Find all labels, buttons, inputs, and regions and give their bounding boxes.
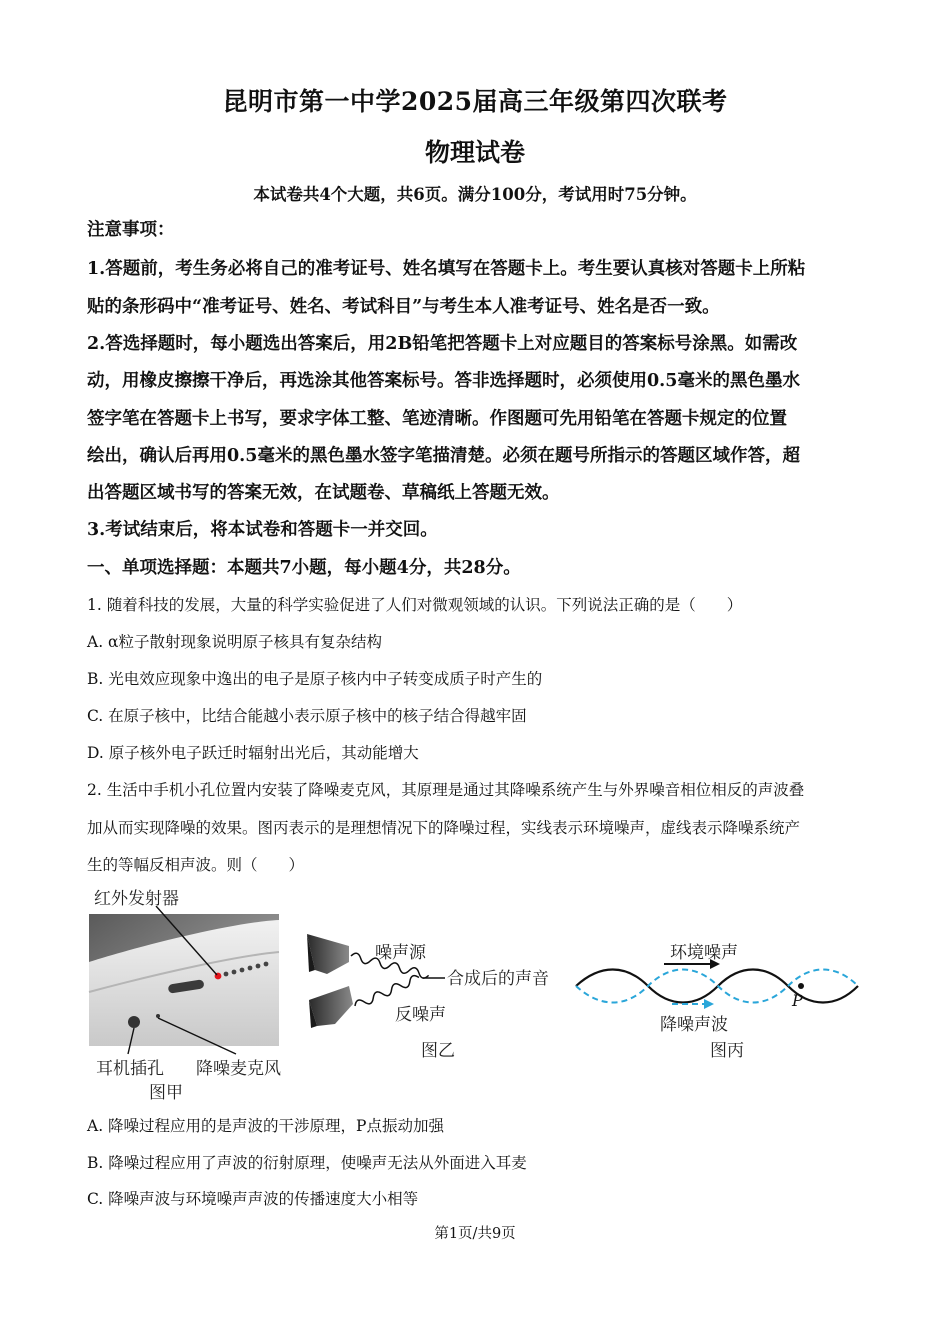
headphone-jack	[128, 1016, 140, 1028]
figure-jia	[86, 882, 301, 1104]
option-a: A. 降噪过程应用的是声波的干涉原理，P点振动加强	[87, 1117, 444, 1135]
notice-line: 3.考试结束后，将本试卷和答题卡一并交回。	[87, 520, 438, 540]
notice-line: 动，用橡皮擦擦干净后，再选涂其他答案标号。答非选择题时，必须使用0.5毫米的黑色墨水	[87, 371, 800, 391]
figure-caption: 图乙	[421, 1041, 455, 1061]
notice-line: 1.答题前，考生务必将自己的准考证号、姓名填写在答题卡上。考生要认真核对答题卡上所粘	[87, 259, 806, 279]
exam-title: 昆明市第一中学2025届高三年级第四次联考	[222, 87, 728, 116]
notice-heading: 注意事项：	[87, 220, 175, 240]
notice-line: 出答题区域书写的答案无效，在试题卷、草稿纸上答题无效。	[87, 483, 560, 503]
figure-bing	[568, 930, 868, 1065]
notice-line: 签字笔在答题卡上书写，要求字体工整、笔迹清晰。作图题可先用铅笔在答题卡规定的位置	[87, 409, 787, 429]
subject-title: 物理试卷	[424, 138, 525, 167]
label-anti-wave: 降噪声波	[660, 1015, 728, 1035]
label-infrared: 红外发射器	[94, 889, 179, 909]
section-heading: 一、单项选择题：本题共7小题，每小题4分，共28分。	[87, 558, 521, 578]
speaker-icon	[309, 986, 353, 1028]
label-env-noise: 环境噪声	[670, 943, 738, 963]
point-p	[798, 983, 804, 989]
option-b: B. 光电效应现象中逸出的电子是原子核内中子转变成质子时产生的	[87, 670, 543, 688]
label-p: P	[792, 991, 803, 1010]
page-footer: 第1页/共9页	[434, 1226, 516, 1242]
mic-hole	[156, 1014, 160, 1018]
option-c: C. 在原子核中，比结合能越小表示原子核中的核子结合得越牢固	[87, 707, 527, 725]
option-a: A. α粒子散射现象说明原子核具有复杂结构	[87, 633, 383, 651]
notice-line: 贴的条形码中“准考证号、姓名、考试科目”与考生本人准考证号、姓名是否一致。	[87, 297, 720, 317]
figure-caption: 图甲	[149, 1083, 183, 1103]
notice-line: 2.答选择题时，每小题选出答案后，用2B铅笔把答题卡上对应题目的答案标号涂黑。如需改	[87, 334, 798, 354]
label-mic: 降噪麦克风	[196, 1059, 281, 1079]
notice-line: 绘出，确认后再用0.5毫米的黑色墨水签字笔描清楚。必须在题号所指示的答题区域作答，超	[87, 446, 800, 466]
question-stem: 1. 随着科技的发展，大量的科学实验促进了人们对微观领域的认识。下列说法正确的是（ ）	[87, 596, 743, 614]
label-headphone-jack: 耳机插孔	[96, 1059, 164, 1079]
label-noise-source: 噪声源	[375, 943, 426, 963]
figure-yi	[305, 920, 570, 1065]
question-stem: 2. 生活中手机小孔位置内安装了降噪麦克风，其原理是通过其降噪系统产生与外界噪音相位相反的声波叠	[87, 781, 805, 799]
question-stem: 生的等幅反相声波。则（ ）	[87, 856, 305, 874]
env-noise-wave	[576, 970, 858, 1003]
option-d: D. 原子核外电子跃迁时辐射出光后，其动能增大	[87, 744, 419, 762]
option-b: B. 降噪过程应用了声波的衍射原理，使噪声无法从外面进入耳麦	[87, 1154, 527, 1172]
exam-info: 本试卷共4个大题，共6页。满分100分，考试用时75分钟。	[253, 185, 697, 204]
label-combined: 合成后的声音	[447, 969, 549, 989]
speaker-icon	[307, 934, 349, 974]
option-c: C. 降噪声波与环境噪声声波的传播速度大小相等	[87, 1190, 419, 1208]
question-stem: 加从而实现降噪的效果。图丙表示的是理想情况下的降噪过程，实线表示环境噪声，虚线表示降噪系统产	[87, 819, 801, 837]
figure-caption: 图丙	[710, 1041, 744, 1061]
label-anti-noise: 反噪声	[395, 1005, 446, 1025]
